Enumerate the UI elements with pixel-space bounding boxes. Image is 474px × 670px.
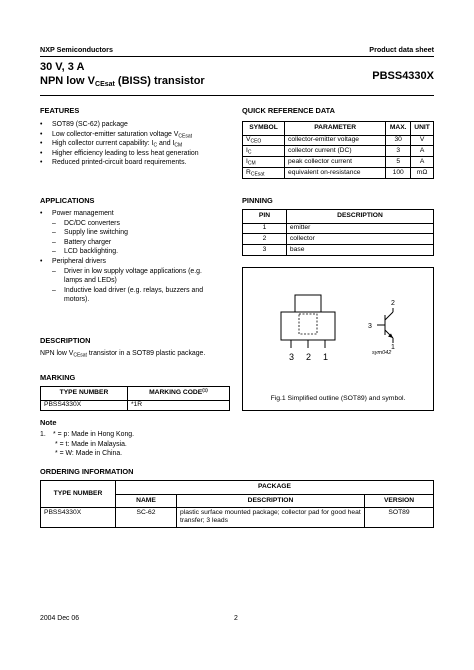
symbol-letter: R bbox=[246, 168, 251, 176]
table-header-row bbox=[41, 387, 230, 401]
cell-pin: 3 bbox=[243, 245, 287, 256]
col-package: PACKAGE bbox=[116, 481, 434, 495]
feature-text: Reduced printed-circuit board requirements. bbox=[52, 159, 187, 167]
applications-list bbox=[40, 209, 230, 305]
title-device-post: (BISS) transistor bbox=[114, 75, 205, 87]
qrd-heading: QUICK REFERENCE DATA bbox=[242, 106, 335, 115]
table-header-row bbox=[41, 481, 434, 495]
feature-text: and I bbox=[157, 140, 175, 148]
description-heading: DESCRIPTION bbox=[40, 336, 91, 345]
feature-item bbox=[40, 158, 240, 168]
cell-description: collector bbox=[286, 234, 433, 245]
feature-text: Low collector-emitter saturation voltage V bbox=[52, 130, 179, 138]
cell-code: *1R bbox=[127, 400, 229, 411]
feature-sub: C bbox=[153, 142, 158, 149]
note-lines bbox=[53, 430, 134, 459]
cell-name: SC-62 bbox=[116, 508, 177, 527]
cell-max: 5 bbox=[386, 157, 411, 168]
cell-description: emitter bbox=[286, 223, 433, 234]
cell-max: 3 bbox=[386, 146, 411, 157]
application-subtext: Battery charger bbox=[64, 238, 112, 246]
pinning-table bbox=[242, 209, 434, 256]
description-post: transistor in a SOT89 plastic package. bbox=[86, 350, 206, 357]
symbol-collector-label: 2 bbox=[391, 300, 395, 307]
feature-sub: CM bbox=[174, 142, 183, 149]
application-subitem bbox=[52, 238, 230, 248]
description-pre: NPN low V bbox=[40, 350, 74, 357]
pin-label: 3 bbox=[289, 352, 295, 362]
symbol-sub: CEO bbox=[250, 138, 262, 145]
symbol-letter: V bbox=[246, 136, 251, 144]
title-rule bbox=[40, 95, 434, 96]
col-marking-code bbox=[127, 387, 229, 401]
company-name: NXP Semiconductors bbox=[40, 45, 113, 54]
application-subitem bbox=[52, 247, 230, 257]
cell-pin: 1 bbox=[243, 223, 287, 234]
feature-item bbox=[40, 120, 240, 130]
table-row bbox=[41, 508, 434, 527]
marking-table bbox=[40, 386, 230, 411]
cell-parameter: collector current (DC) bbox=[285, 146, 386, 157]
col-unit: UNIT bbox=[411, 122, 434, 136]
application-item bbox=[40, 209, 230, 219]
application-subitem bbox=[52, 267, 217, 286]
transistor-symbol bbox=[377, 308, 393, 343]
pin-label: 2 bbox=[306, 352, 312, 362]
description-sub: CEsat bbox=[73, 352, 87, 359]
symbol-sub: CM bbox=[247, 160, 256, 167]
symbol-letter: I bbox=[246, 146, 248, 154]
cell-type: PBSS4330X bbox=[41, 508, 116, 527]
ordering-table bbox=[40, 480, 434, 528]
feature-text: SOT89 (SC-62) package bbox=[52, 121, 128, 128]
symbol-emitter-label: 1 bbox=[391, 344, 395, 351]
table-row bbox=[243, 146, 434, 157]
feature-item bbox=[40, 139, 240, 149]
feature-item bbox=[40, 130, 240, 140]
col-marking-code-label: MARKING CODE bbox=[149, 389, 203, 396]
application-subtext: DC/DC converters bbox=[64, 219, 120, 227]
col-description: DESCRIPTION bbox=[286, 210, 433, 224]
cell-symbol bbox=[243, 167, 285, 178]
table-row bbox=[243, 135, 434, 146]
feature-text: Higher efficiency leading to less heat generation bbox=[52, 149, 199, 157]
cell-symbol bbox=[243, 146, 285, 157]
note-line: * = p: Made in Hong Kong. bbox=[53, 431, 135, 438]
feature-sub: CEsat bbox=[178, 133, 193, 140]
pinning-heading: PINNING bbox=[242, 196, 273, 205]
col-symbol: SYMBOL bbox=[243, 122, 285, 136]
cell-unit: V bbox=[411, 135, 434, 146]
note-number: 1. bbox=[40, 431, 46, 438]
table-row bbox=[243, 234, 434, 245]
cell-description: plastic surface mounted package; collector pad for good heat transfer; 3 leads bbox=[177, 508, 365, 527]
title-device bbox=[40, 75, 205, 88]
title-device-sub: CEsat bbox=[95, 81, 115, 88]
cell-unit: A bbox=[411, 157, 434, 168]
application-subitem bbox=[52, 228, 230, 238]
title-device-pre: NPN low V bbox=[40, 75, 96, 87]
cell-symbol bbox=[243, 135, 285, 146]
features-heading: FEATURES bbox=[40, 106, 80, 115]
symbol-sub: C bbox=[247, 149, 252, 156]
pin-label: 1 bbox=[323, 352, 329, 362]
application-subtext: Inductive load driver (e.g. relays, buzzers and motors). bbox=[64, 286, 204, 304]
cell-parameter: equivalent on-resistance bbox=[285, 167, 386, 178]
col-max: MAX. bbox=[386, 122, 411, 136]
note-line: * = W: Made in China. bbox=[55, 450, 123, 458]
col-type-number: TYPE NUMBER bbox=[41, 481, 116, 508]
figure-box bbox=[242, 267, 434, 411]
note-heading: Note bbox=[40, 418, 57, 427]
cell-version: SOT89 bbox=[365, 508, 434, 527]
package-dashed-tab bbox=[299, 314, 317, 334]
ordering-heading: ORDERING INFORMATION bbox=[40, 467, 134, 476]
title-rating: 30 V, 3 A bbox=[40, 61, 85, 73]
features-list bbox=[40, 120, 240, 168]
cell-type: PBSS4330X bbox=[41, 400, 128, 411]
cell-parameter: peak collector current bbox=[285, 157, 386, 168]
cell-unit: mΩ bbox=[411, 167, 434, 178]
application-subtext: LCD backlighting. bbox=[64, 248, 119, 256]
application-subitem bbox=[52, 219, 230, 229]
footer-date: 2004 Dec 06 bbox=[40, 615, 80, 622]
cell-unit: A bbox=[411, 146, 434, 157]
col-type-number: TYPE NUMBER bbox=[41, 387, 128, 401]
application-subitem bbox=[52, 286, 217, 305]
col-pin: PIN bbox=[243, 210, 287, 224]
part-number: PBSS4330X bbox=[372, 70, 434, 82]
table-row bbox=[243, 223, 434, 234]
table-header-row bbox=[243, 122, 434, 136]
col-parameter: PARAMETER bbox=[285, 122, 386, 136]
note-ref: (1) bbox=[202, 387, 208, 393]
figure-caption: Fig.1 Simplified outline (SOT89) and symbol. bbox=[270, 395, 406, 402]
application-subtext: Driver in low supply voltage applications (e.g. lamps and LEDs) bbox=[64, 267, 202, 285]
figure-drawing bbox=[243, 268, 433, 410]
col-name: NAME bbox=[116, 494, 177, 508]
col-version: VERSION bbox=[365, 494, 434, 508]
symbol-letter: I bbox=[246, 157, 248, 165]
symbol-sub: CEsat bbox=[250, 171, 265, 178]
feature-item bbox=[40, 149, 240, 159]
cell-max: 30 bbox=[386, 135, 411, 146]
table-row bbox=[41, 400, 230, 411]
application-subtext: Supply line switching bbox=[64, 229, 128, 237]
qrd-table bbox=[242, 121, 434, 179]
application-text: Power management bbox=[52, 210, 114, 217]
applications-heading: APPLICATIONS bbox=[40, 196, 95, 205]
cell-symbol bbox=[243, 157, 285, 168]
table-header-row bbox=[243, 210, 434, 224]
table-row bbox=[243, 157, 434, 168]
figure-code: sym042 bbox=[372, 350, 392, 356]
description-text bbox=[40, 349, 240, 359]
cell-parameter: collector-emitter voltage bbox=[285, 135, 386, 146]
application-item bbox=[40, 257, 230, 267]
header-rule bbox=[40, 56, 434, 57]
application-text: Peripheral drivers bbox=[52, 257, 106, 265]
feature-text: High collector current capability: I bbox=[52, 140, 154, 148]
cell-max: 100 bbox=[386, 167, 411, 178]
package-outline bbox=[281, 295, 335, 348]
note-line: * = t: Made in Malaysia. bbox=[55, 440, 127, 448]
table-row bbox=[243, 167, 434, 178]
col-description: DESCRIPTION bbox=[177, 494, 365, 508]
page-number: 2 bbox=[234, 615, 238, 622]
marking-heading: MARKING bbox=[40, 373, 76, 382]
symbol-base-label: 3 bbox=[368, 323, 372, 330]
table-row bbox=[243, 245, 434, 256]
cell-description: base bbox=[286, 245, 433, 256]
cell-pin: 2 bbox=[243, 234, 287, 245]
doc-type: Product data sheet bbox=[369, 45, 434, 54]
